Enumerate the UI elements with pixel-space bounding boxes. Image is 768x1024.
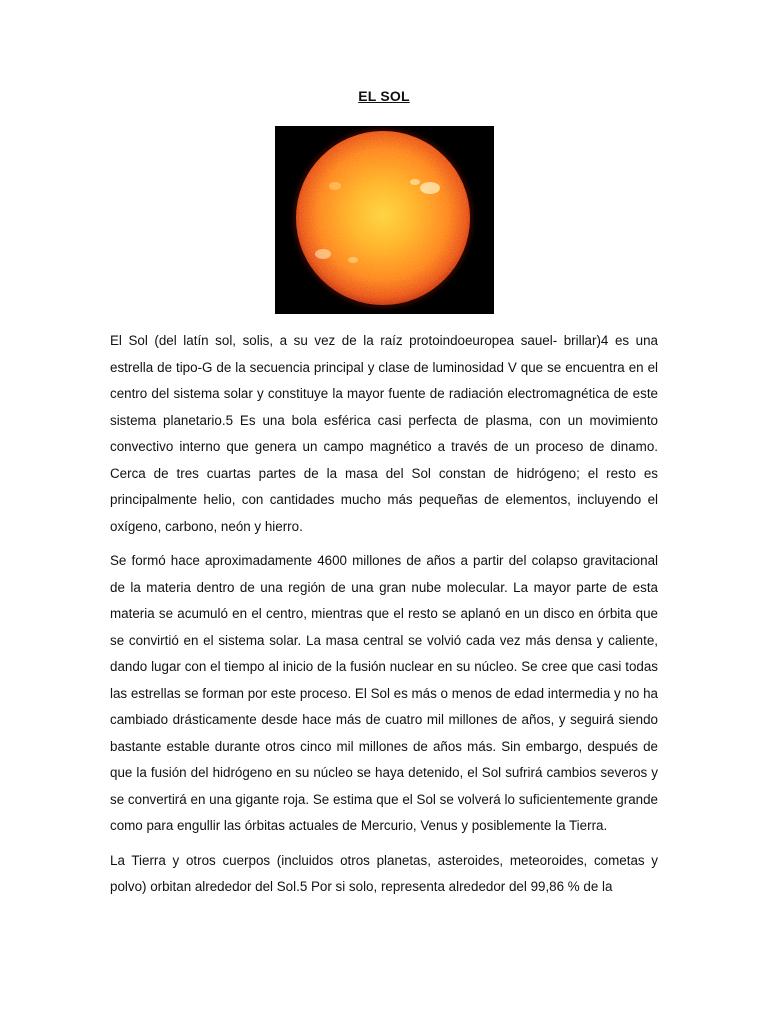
page-title: EL SOL bbox=[358, 88, 410, 104]
paragraph: La Tierra y otros cuerpos (incluidos otros planetas, asteroides, meteoroides, cometas y polvo) orbitan alrededor del Sol.5 Por si solo, representa alrededor del 99,86 % de la bbox=[110, 852, 658, 894]
paragraph: El Sol (del latín sol, solis, a su vez de la raíz protoindoeuropea sauel- brillar)4 es una estrella de tipo-G de la secuencia principal y clase de luminosidad V que se encuentra en el centro del sistema solar y constituye la mayor fuente de radiación electromagnética de este sistema planetario.5 Es una bola esférica casi perfecta de plasma, con un movimiento convectivo interno que genera un campo magnético a través de un proceso de dinamo. Cerca de tres cuartas partes de la masa del Sol constan de hidrógeno; el resto es principalmente helio, con cantidades mucho más pequeñas de elementos, incluyendo el oxígeno, carbono, neón y hierro. bbox=[110, 333, 658, 534]
sun-photo-icon bbox=[275, 126, 494, 314]
article-body bbox=[110, 328, 658, 909]
paragraph: Se formó hace aproximadamente 4600 millones de años a partir del colapso gravitacional de la materia dentro de una región de una gran nube molecular. La mayor parte de esta materia se acumuló en el centro, mientras que el resto se aplanó en un disco en órbita que se convirtió en el sistema solar. La masa central se volvió cada vez más densa y caliente, dando lugar con el tiempo al inicio de la fusión nuclear en su núcleo. Se cree que casi todas las estrellas se forman por este proceso. El Sol es más o menos de edad intermedia y no ha cambiado drásticamente desde hace más de cuatro mil millones de años, y seguirá siendo bastante estable durante otros cinco mil millones de años más. Sin embargo, después de que la fusión del hidrógeno en su núcleo se haya detenido, el Sol sufrirá cambios severos y se convertirá en una gigante roja. Se estima que el Sol se volverá lo suficientemente grande como para engullir las órbitas actuales de Mercurio, Venus y posiblemente la Tierra. bbox=[110, 553, 658, 833]
